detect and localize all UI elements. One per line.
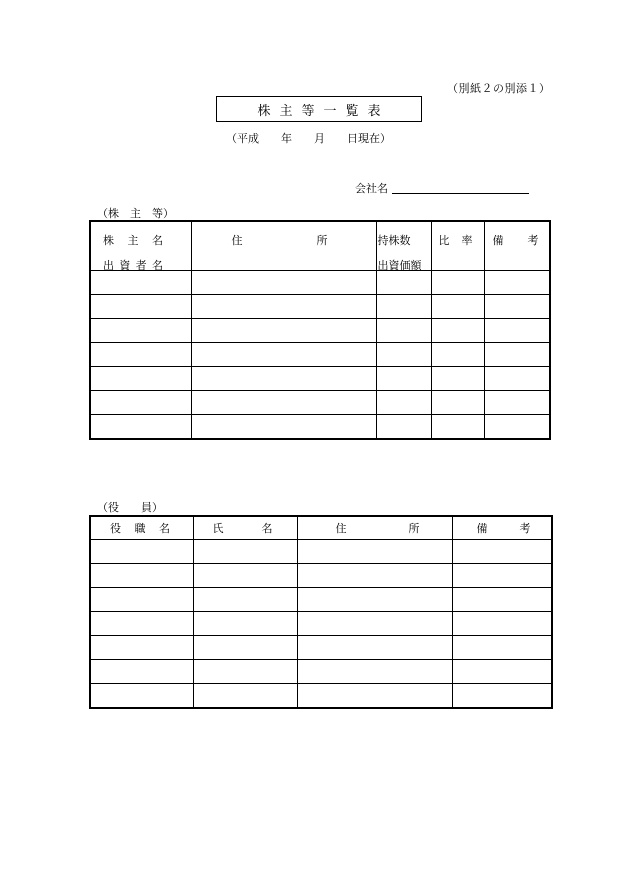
company-name-field[interactable]	[392, 193, 529, 194]
header-text: 職	[134, 522, 146, 535]
header-text: 住	[335, 522, 347, 535]
header-text: 所	[316, 234, 328, 247]
table-cell[interactable]	[90, 684, 193, 709]
header-text: 考	[519, 522, 531, 535]
table-row	[90, 564, 552, 588]
officers-table	[89, 515, 553, 709]
table-cell[interactable]	[191, 367, 376, 391]
table-cell[interactable]	[431, 415, 484, 440]
header-text: 備	[492, 234, 504, 247]
table-cell[interactable]	[90, 564, 193, 588]
table-cell[interactable]	[376, 295, 431, 319]
header-officer-address-text	[336, 520, 420, 536]
header-shares	[376, 221, 431, 271]
table-cell[interactable]	[484, 415, 550, 440]
table-cell[interactable]	[376, 415, 431, 440]
table-cell[interactable]	[193, 612, 297, 636]
appendix-reference: （別紙２の別添１）	[447, 82, 551, 95]
table-cell[interactable]	[191, 391, 376, 415]
header-text: 所	[408, 522, 420, 535]
table-cell[interactable]	[90, 612, 193, 636]
table-row	[90, 540, 552, 564]
table-cell[interactable]	[484, 271, 550, 295]
table-row	[90, 636, 552, 660]
header-officer-name	[193, 516, 297, 540]
header-text: 株	[103, 234, 114, 247]
header-remarks-text	[493, 232, 539, 248]
table-cell[interactable]	[297, 564, 452, 588]
table-cell[interactable]	[376, 367, 431, 391]
table-cell[interactable]	[191, 415, 376, 440]
table-cell[interactable]	[484, 343, 550, 367]
table-cell[interactable]	[431, 271, 484, 295]
table-cell[interactable]	[90, 391, 191, 415]
table-cell[interactable]	[193, 588, 297, 612]
shareholders-table	[89, 220, 551, 440]
table-row	[90, 612, 552, 636]
header-officer-remarks	[452, 516, 552, 540]
header-text: 資	[119, 259, 131, 272]
table-cell[interactable]	[297, 636, 452, 660]
table-cell[interactable]	[90, 367, 191, 391]
table-cell[interactable]	[90, 271, 191, 295]
table-cell[interactable]	[191, 271, 376, 295]
table-row	[90, 343, 550, 367]
header-text: 考	[527, 234, 539, 247]
table-row	[90, 295, 550, 319]
header-text: 率	[461, 234, 473, 247]
table-cell[interactable]	[297, 660, 452, 684]
table-row	[90, 271, 550, 295]
table-cell[interactable]	[431, 295, 484, 319]
header-text: 出	[103, 259, 114, 272]
header-text: 名	[151, 259, 163, 272]
header-text: 名	[152, 234, 163, 247]
table-cell[interactable]	[376, 391, 431, 415]
table-cell[interactable]	[452, 564, 552, 588]
header-text: 者	[135, 259, 147, 272]
table-cell[interactable]	[90, 415, 191, 440]
table-cell[interactable]	[452, 612, 552, 636]
header-remarks	[484, 221, 550, 271]
header-shares-line2: 出資価額	[377, 259, 422, 272]
table-cell[interactable]	[376, 343, 431, 367]
officers-header-row	[90, 516, 552, 540]
table-cell[interactable]	[193, 660, 297, 684]
header-shares-line1: 持株数	[377, 234, 411, 247]
table-row	[90, 367, 550, 391]
table-cell[interactable]	[452, 540, 552, 564]
table-cell[interactable]	[90, 295, 191, 319]
header-ratio	[431, 221, 484, 271]
title-box	[216, 96, 422, 122]
table-cell[interactable]	[90, 660, 193, 684]
header-position	[90, 516, 193, 540]
table-cell[interactable]	[297, 612, 452, 636]
header-text: 氏	[212, 522, 224, 535]
table-cell[interactable]	[431, 391, 484, 415]
header-text: 備	[476, 522, 488, 535]
header-name-line1	[103, 232, 163, 248]
table-cell[interactable]	[193, 564, 297, 588]
table-row	[90, 415, 550, 440]
table-cell[interactable]	[484, 295, 550, 319]
company-name-label: 会社名	[355, 182, 388, 195]
header-name-line2	[103, 257, 163, 273]
table-cell[interactable]	[452, 684, 552, 709]
table-row	[90, 660, 552, 684]
table-cell[interactable]	[376, 271, 431, 295]
table-cell[interactable]	[452, 588, 552, 612]
header-officer-address	[297, 516, 452, 540]
page-title: 株主等一覧表	[257, 103, 390, 119]
table-row	[90, 684, 552, 709]
header-text: 住	[231, 234, 243, 247]
header-ratio-text	[439, 232, 473, 248]
table-cell[interactable]	[193, 684, 297, 709]
table-cell[interactable]	[484, 391, 550, 415]
table-cell[interactable]	[452, 660, 552, 684]
table-row	[90, 588, 552, 612]
header-position-text	[110, 520, 170, 536]
header-shareholder-name	[90, 221, 191, 271]
header-text: 名	[261, 522, 273, 535]
header-text: 名	[159, 522, 170, 535]
table-cell[interactable]	[90, 343, 191, 367]
header-officer-remarks-text	[477, 520, 531, 536]
table-cell[interactable]	[484, 367, 550, 391]
header-text: 役	[110, 522, 121, 535]
table-cell[interactable]	[90, 319, 191, 343]
table-cell[interactable]	[484, 319, 550, 343]
table-cell[interactable]	[191, 319, 376, 343]
header-address	[191, 221, 376, 271]
table-cell[interactable]	[193, 540, 297, 564]
table-cell[interactable]	[431, 367, 484, 391]
as-of-date-line: （平成 年 月 日現在）	[226, 132, 391, 145]
table-cell[interactable]	[297, 684, 452, 709]
table-row	[90, 319, 550, 343]
table-cell[interactable]	[191, 343, 376, 367]
shareholders-header-row	[90, 221, 550, 271]
table-cell[interactable]	[191, 295, 376, 319]
officers-section-label: （役 員）	[97, 501, 163, 514]
shareholders-section-label: （株 主 等）	[97, 207, 174, 220]
header-officer-name-text	[213, 520, 273, 536]
header-text: 主	[127, 234, 139, 247]
table-cell[interactable]	[452, 636, 552, 660]
table-cell[interactable]	[376, 319, 431, 343]
table-cell[interactable]	[297, 540, 452, 564]
header-address-text	[232, 232, 328, 248]
table-cell[interactable]	[90, 588, 193, 612]
table-row	[90, 391, 550, 415]
table-cell[interactable]	[431, 319, 484, 343]
table-cell[interactable]	[90, 540, 193, 564]
table-cell[interactable]	[90, 636, 193, 660]
table-cell[interactable]	[431, 343, 484, 367]
table-cell[interactable]	[193, 636, 297, 660]
table-cell[interactable]	[297, 588, 452, 612]
header-text: 比	[438, 234, 450, 247]
